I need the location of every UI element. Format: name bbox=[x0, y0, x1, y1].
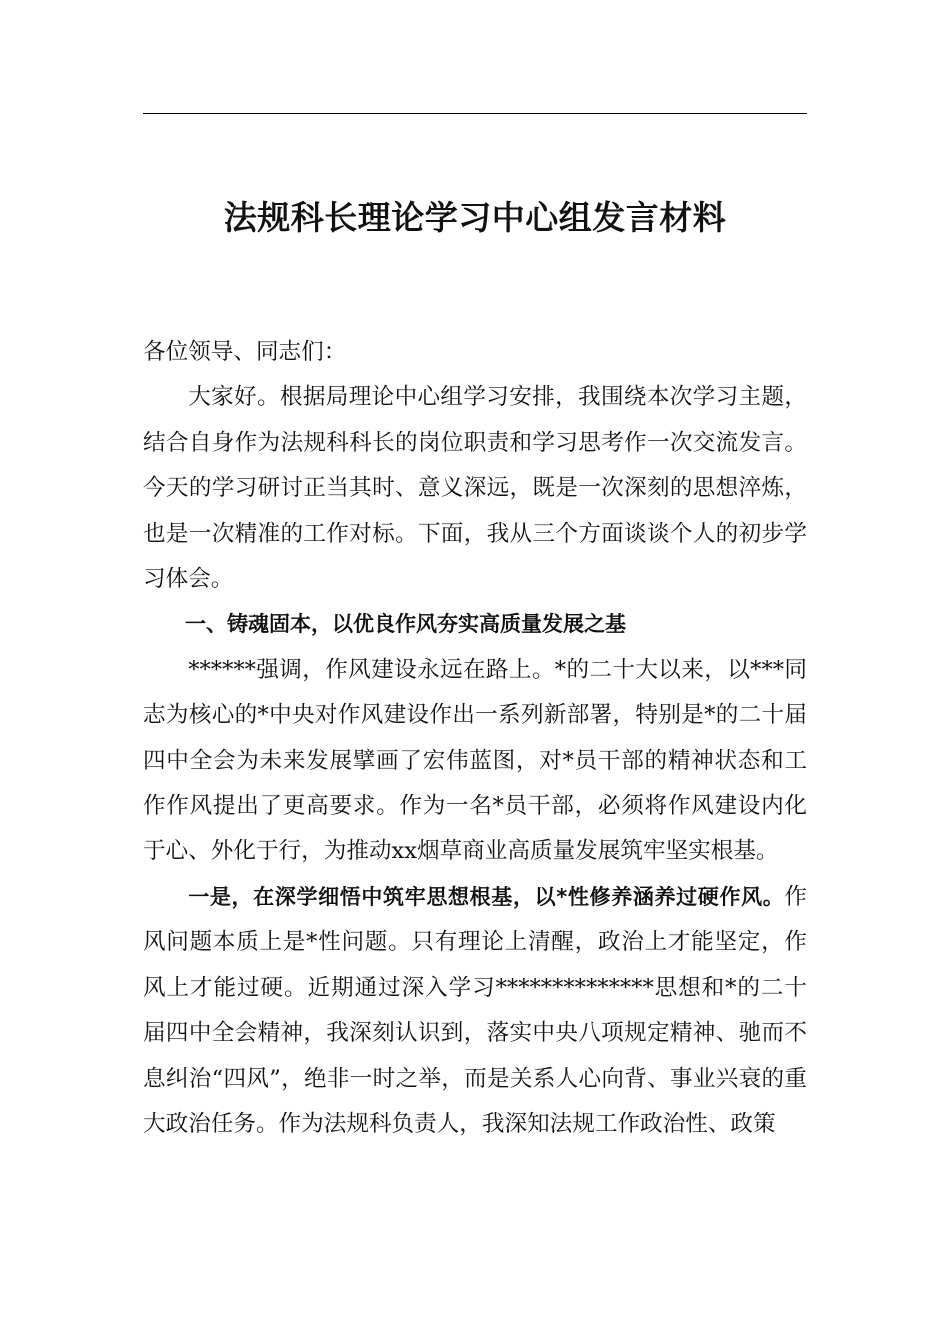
section-1-paragraph: ******强调，作风建设永远在路上。*的二十大以来，以***同志为核心的*中央对作风建设作出一系列新部署，特别是*的二十届四中全会为未来发展擘画了宏伟蓝图，对*员干部的精神状态和工作作风提出了更高要求。作为一名*员干部，必须将作风建设内化于心、外化于行，为推动xx烟草商业高质量发展筑牢坚实根基。 bbox=[143, 656, 807, 865]
intro-paragraph: 大家好。根据局理论中心组学习安排，我围绕本次学习主题，结合自身作为法规科科长的岗位职责和学习思考作一次交流发言。今天的学习研讨正当其时、意义深远，既是一次深刻的思想淬炼，也是一次精准的工作对标。下面，我从三个方面谈谈个人的初步学习体会。 bbox=[143, 384, 807, 593]
document-title: 法规科长理论学习中心组发言材料 bbox=[223, 198, 727, 237]
point-1-paragraph bbox=[143, 875, 807, 1147]
point-1-body: 作风问题本质上是*性问题。只有理论上清醒，政治上才能坚定，作风上才能过硬。近期通过深入学习**************思想和*的二十届四中全会精神，我深刻认识到，落实中央八项规定精神、驰而不息纠治“四风”，绝非一时之举，而是关系人心向背、事业兴衰的重大政治任务。作为法规科负责人，我深知法规工作政治性、政策 bbox=[143, 883, 807, 1137]
header-rule bbox=[143, 113, 807, 114]
document-body bbox=[143, 330, 807, 1147]
salutation: 各位领导、同志们： bbox=[143, 339, 347, 365]
point-1-lead: 一是，在深学细悟中筑牢思想根基，以*性修养涵养过硬作风。 bbox=[188, 884, 785, 909]
section-heading-1: 一、铸魂固本，以优良作风夯实高质量发展之基 bbox=[185, 612, 626, 637]
